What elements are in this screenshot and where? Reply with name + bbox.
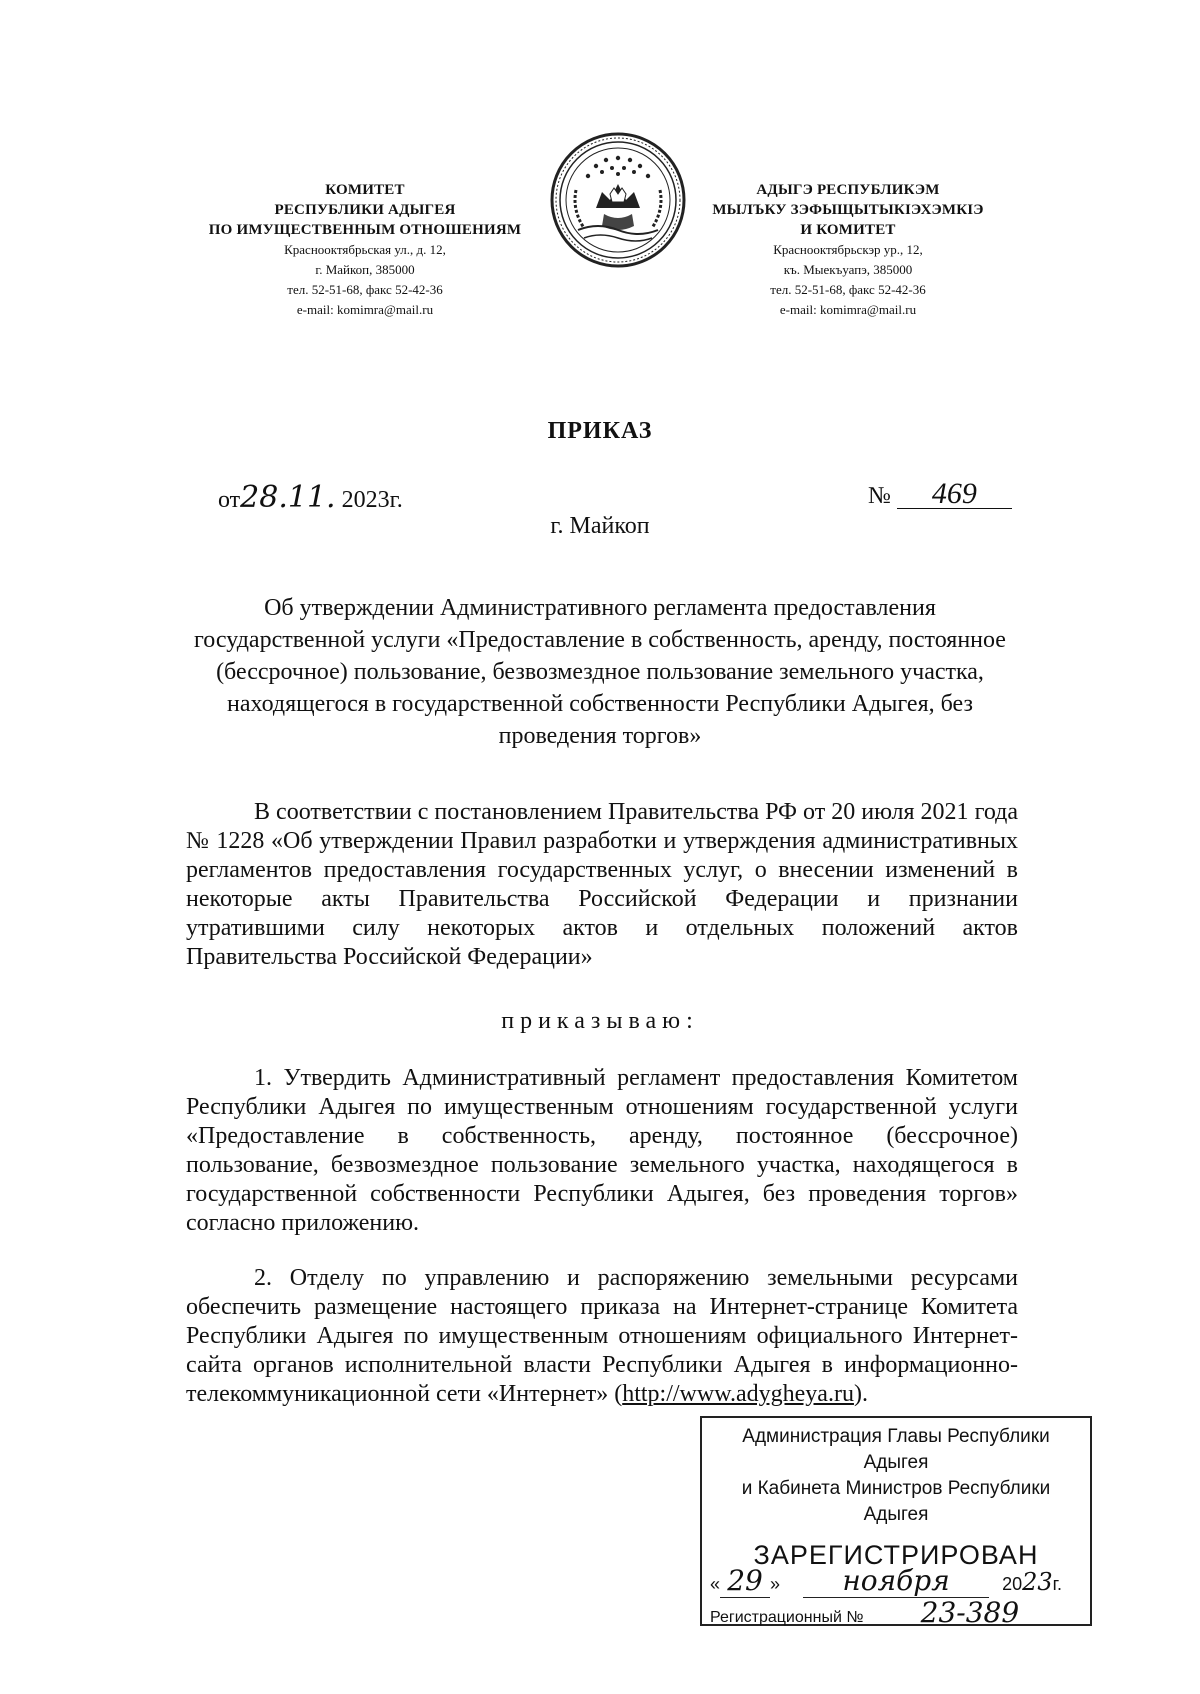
order-number (868, 477, 1012, 510)
org-name-line: РЕСПУБЛИКИ АДЫГЕЯ (274, 202, 456, 218)
stamp-org-line: Администрация Главы Республики Адыгея (742, 1426, 1050, 1473)
order-subject: Об утверждении Административного регламента предоставления государственной услуги «Предоставление в собственность, аренду, постоянное (бессрочное) пользование, безвозмездное пользование земельного участка, находящегося в государственной собственности Республики Адыгея, без проведения торгов» (194, 595, 1006, 749)
org-name-line: АДЫГЭ РЕСПУБЛИКЭМ (756, 182, 940, 198)
address-line: къ. Мыекъуапэ, 385000 (783, 262, 913, 277)
address-line: г. Майкоп, 385000 (315, 262, 415, 277)
item-2-text: 2. Отделу по управлению и распоряжению земельными ресурсами обеспечить размещение настоящего приказа на Интернет-странице Комитета Республики Адыгея по имущественным отношениям официального Интернет-сайта органов исполнительной власти Республики Адыгея в информационно-телекоммуникационной сети «Интернет» ( (186, 1265, 1018, 1407)
registration-stamp (700, 1416, 1092, 1629)
stamp-org-line: и Кабинета Министров Республики Адыгея (741, 1478, 1051, 1525)
order-date (218, 480, 403, 515)
stamp-year-end: г. (1052, 1574, 1063, 1594)
stamp-reg-label: Регистрационный № (710, 1609, 864, 1626)
order-item-2 (186, 1264, 1018, 1409)
address-line: Краснооктябрьская ул., д. 12, (284, 242, 446, 257)
org-name-line: КОМИТЕТ (325, 182, 405, 198)
stamp-reg-value: 23-389 (868, 1601, 1072, 1626)
document-title: ПРИКАЗ (547, 418, 653, 444)
order-item-1: 1. Утвердить Административный регламент предоставления Комитетом Республики Адыгея по имущественным отношениям государственной услуги «Предоставление в собственность, аренду, постоянное (бессрочное) пользование, безвозмездное пользование земельного участка, находящегося в государственной собственности Республики Адыгея, без проведения торгов» согласно приложению. (186, 1065, 1018, 1236)
stamp-year: 23 (1022, 1568, 1053, 1596)
website-link[interactable]: http://www.adygheya.ru (622, 1381, 854, 1407)
stamp-open-quote: « (710, 1574, 721, 1594)
preamble-paragraph: В соответствии с постановлением Правительства РФ от 20 июля 2021 года № 1228 «Об утверждении Правил разработки и утверждения административных регламентов предоставления государственных услуг, о внесении изменений в некоторые акты Правительства Российской Федерации и признании утратившими силу некоторых актов и отдельных положений актов Правительства Российской Федерации» (186, 799, 1018, 970)
stamp-date (710, 1564, 1084, 1597)
header-right (688, 180, 1008, 320)
number-label: № (868, 483, 891, 509)
stamp-day: 29 (720, 1564, 770, 1598)
org-name-line: И КОМИТЕТ (800, 222, 896, 238)
stamp-month: ноября (803, 1564, 989, 1598)
handwritten-number: 469 (897, 480, 1012, 509)
email-line: e-mail: komimra@mail.ru (779, 302, 917, 317)
order-directive: приказываю: (501, 1008, 699, 1034)
handwritten-date: 28.11. (240, 480, 336, 515)
stamp-registered-label: ЗАРЕГИСТРИРОВАН (753, 1540, 1039, 1570)
org-name-line: ПО ИМУЩЕСТВЕННЫМ ОТНОШЕНИЯМ (208, 222, 522, 238)
org-name-line: МЫЛЪКУ ЗЭФЫЩЫТЫКIЭХЭМКIЭ (712, 202, 984, 218)
phone-line: тел. 52-51-68, факс 52-42-36 (770, 282, 926, 297)
email-line: e-mail: komimra@mail.ru (296, 302, 434, 317)
stamp-close-quote: » (770, 1574, 781, 1594)
phone-line: тел. 52-51-68, факс 52-42-36 (287, 282, 443, 297)
header-left (180, 180, 550, 320)
date-prefix: от (218, 487, 241, 513)
city: г. Майкоп (550, 513, 650, 539)
address-line: Краснооктябрьскэр ур., 12, (773, 242, 923, 257)
stamp-reg-number (710, 1596, 1084, 1629)
stamp-year-prefix: 20 (1002, 1574, 1023, 1594)
republic-of-adygea-coat-of-arms-icon (548, 130, 688, 270)
item-2-end: ). (853, 1381, 868, 1407)
date-year: 2023г. (341, 487, 403, 513)
